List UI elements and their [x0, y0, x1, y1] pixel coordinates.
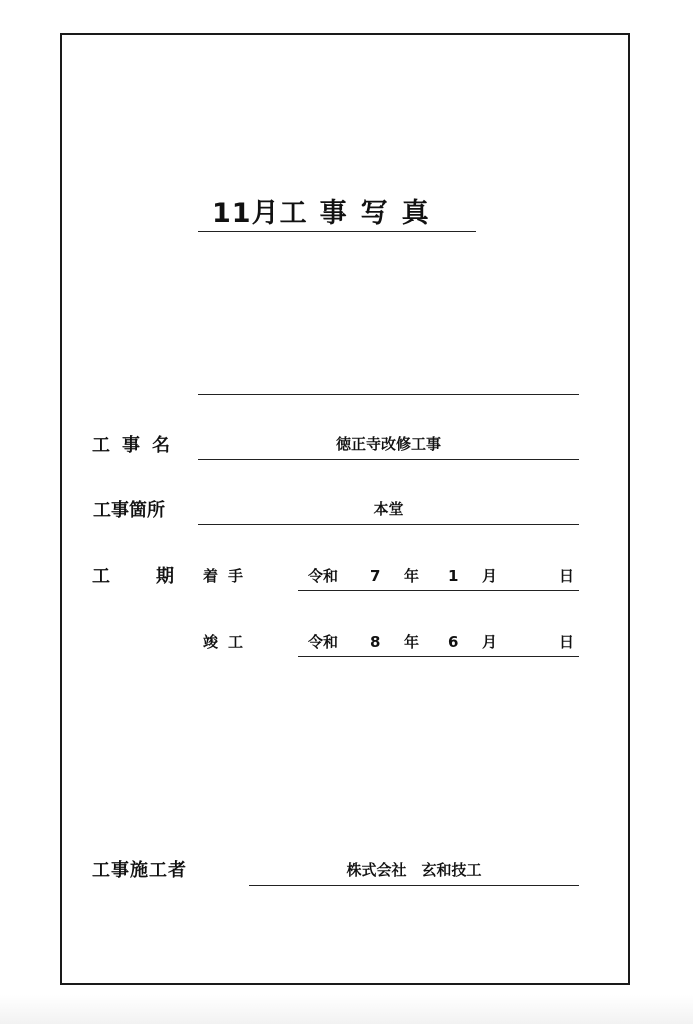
- title-underline: [198, 231, 476, 232]
- completion-month-unit: 月: [482, 633, 498, 651]
- completion-month: 6: [448, 633, 459, 651]
- start-month-unit: 月: [482, 567, 498, 585]
- period-label-right: 期: [156, 566, 174, 587]
- contractor-underline: [249, 885, 579, 886]
- period-label-left: 工: [92, 566, 110, 587]
- location-label: 工事箇所: [93, 500, 165, 521]
- completion-year-unit: 年: [404, 633, 420, 651]
- start-month: 1: [448, 567, 459, 585]
- blank-line: [198, 394, 579, 395]
- completion-day-unit: 日: [559, 633, 575, 651]
- location-value: 本堂: [373, 500, 404, 518]
- contractor-label: 工事施工者: [92, 860, 187, 881]
- document-title: [212, 196, 443, 232]
- project-name-label: 工事名: [92, 435, 182, 456]
- start-year-unit: 年: [404, 567, 420, 585]
- start-date-underline: [298, 590, 579, 591]
- title-main: 事写真: [319, 198, 443, 229]
- location-underline: [198, 524, 579, 525]
- completion-date-underline: [298, 656, 579, 657]
- page-bottom-shade: [0, 995, 693, 1024]
- start-label: 着手: [203, 567, 254, 585]
- title-prefix: 11月工: [212, 198, 308, 229]
- completion-era: 令和: [308, 633, 339, 651]
- completion-label: 竣工: [203, 633, 254, 651]
- project-name-value: 徳正寺改修工事: [335, 435, 441, 453]
- project-name-underline: [198, 459, 579, 460]
- completion-year: 8: [370, 633, 381, 651]
- contractor-value: 株式会社 玄和技工: [346, 861, 482, 879]
- start-era: 令和: [308, 567, 339, 585]
- start-year: 7: [370, 567, 381, 585]
- start-day-unit: 日: [559, 567, 575, 585]
